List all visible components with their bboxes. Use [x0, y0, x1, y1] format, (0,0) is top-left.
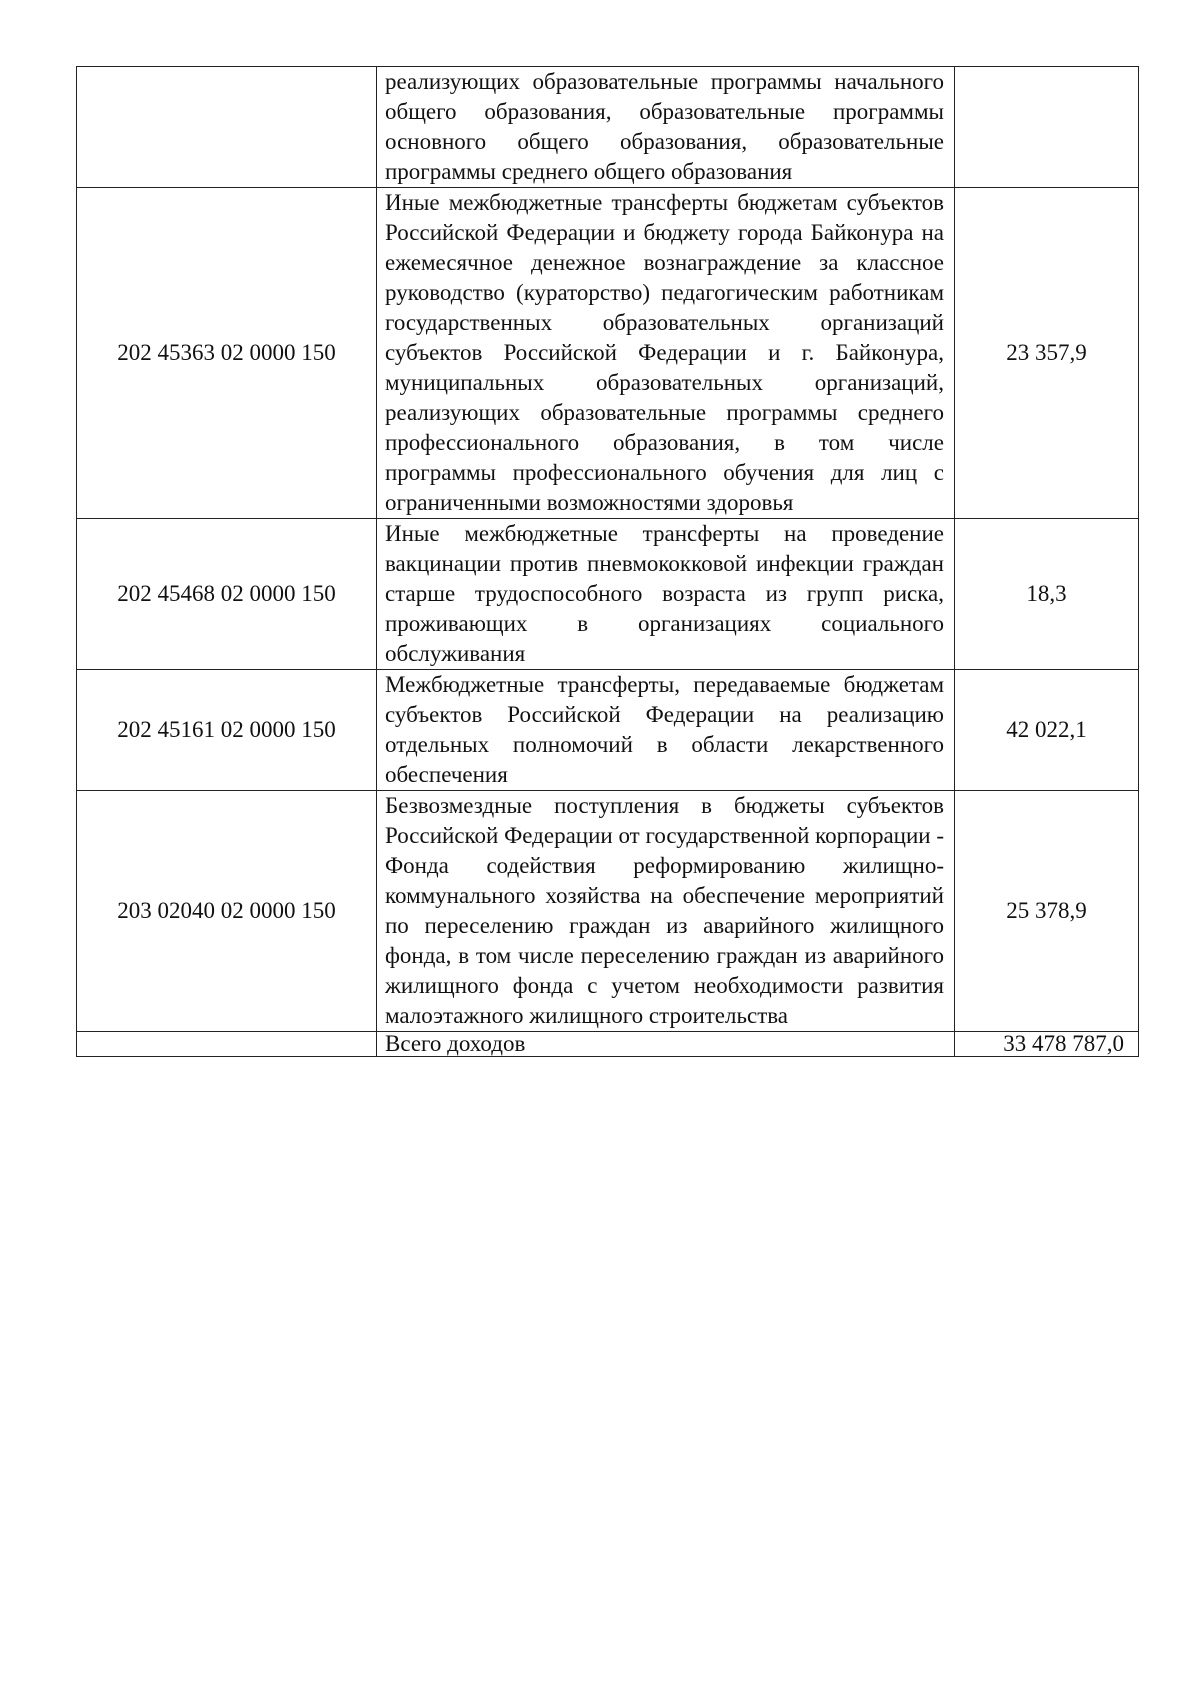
total-row — [77, 1032, 1139, 1057]
total-label: Всего доходов — [377, 1032, 955, 1057]
table-row — [77, 519, 1139, 670]
table-row — [77, 791, 1139, 1032]
row-amount: 23 357,9 — [955, 188, 1139, 519]
row-code — [77, 67, 377, 188]
row-code: 202 45161 02 0000 150 — [77, 670, 377, 791]
table-row — [77, 188, 1139, 519]
row-amount — [955, 67, 1139, 188]
row-description: Безвозмездные поступления в бюджеты субъектов Российской Федерации от государственной корпорации - Фонда содействия реформированию жилищно-коммунального хозяйства на обеспечение мероприятий по переселению граждан из аварийного жилищного фонда, в том числе переселению граждан из аварийного жилищного фонда с учетом необходимости развития малоэтажного жилищного строительства — [377, 791, 955, 1032]
row-code: 203 02040 02 0000 150 — [77, 791, 377, 1032]
table-row — [77, 67, 1139, 188]
row-amount: 25 378,9 — [955, 791, 1139, 1032]
row-description: Межбюджетные трансферты, передаваемые бюджетам субъектов Российской Федерации на реализацию отдельных полномочий в области лекарственного обеспечения — [377, 670, 955, 791]
total-amount: 33 478 787,0 — [955, 1032, 1139, 1057]
row-description: реализующих образовательные программы начального общего образования, образовательные программы основного общего образования, образовательные программы среднего общего образования — [377, 67, 955, 188]
row-description: Иные межбюджетные трансферты бюджетам субъектов Российской Федерации и бюджету города Байконура на ежемесячное денежное вознаграждение за классное руководство (кураторство) педагогическим работникам государственных образовательных организаций субъектов Российской Федерации и г. Байконура, муниципальных образовательных организаций, реализующих образовательные программы среднего профессионального образования, в том числе программы профессионального обучения для лиц с ограниченными возможностями здоровья — [377, 188, 955, 519]
row-code: 202 45363 02 0000 150 — [77, 188, 377, 519]
total-code — [77, 1032, 377, 1057]
row-amount: 42 022,1 — [955, 670, 1139, 791]
table-row — [77, 670, 1139, 791]
row-description: Иные межбюджетные трансферты на проведение вакцинации против пневмококковой инфекции граждан старше трудоспособного возраста из групп риска, проживающих в организациях социального обслуживания — [377, 519, 955, 670]
row-amount: 18,3 — [955, 519, 1139, 670]
revenue-table — [76, 66, 1139, 1057]
row-code: 202 45468 02 0000 150 — [77, 519, 377, 670]
